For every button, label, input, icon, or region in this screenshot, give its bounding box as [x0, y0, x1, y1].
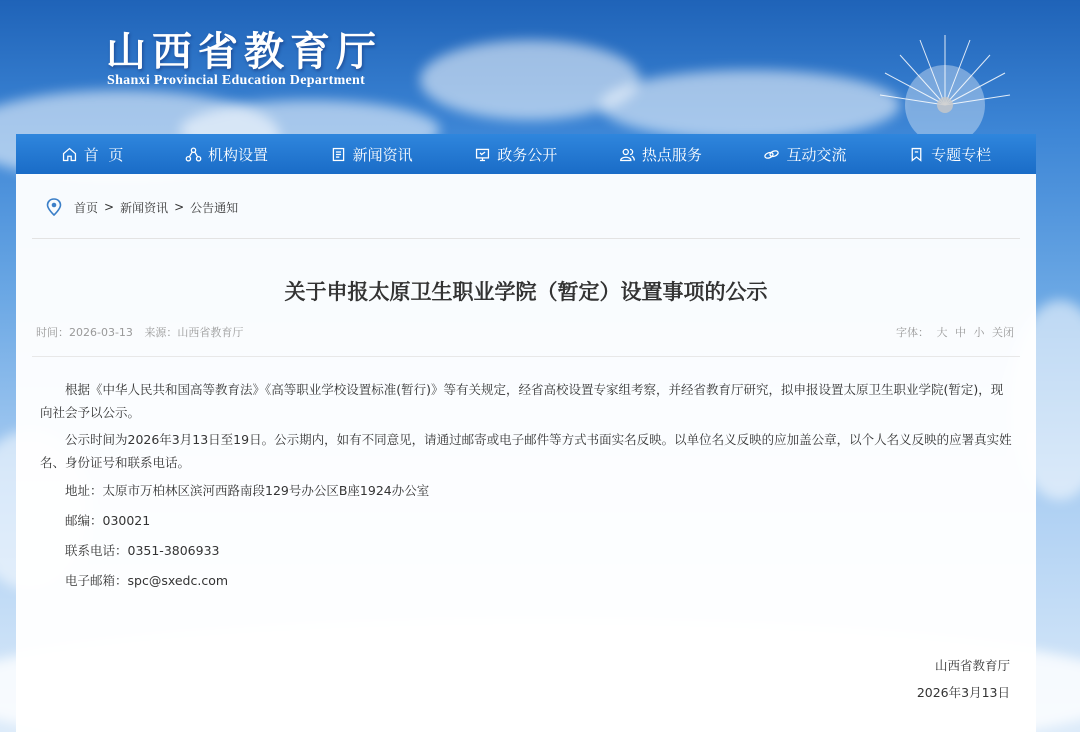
- font-size-controls: [896, 324, 1014, 340]
- font-size-close-button[interactable]: 关闭: [992, 326, 1014, 339]
- content-panel: [16, 174, 1036, 732]
- org-icon: [185, 146, 202, 163]
- bookmark-icon: [908, 146, 925, 163]
- contact-address: 地址：太原市万柏林区滨河西路南段129号办公区B座1924办公室: [65, 483, 430, 498]
- breadcrumb-separator: >: [174, 200, 185, 214]
- site-header: [0, 0, 1080, 135]
- font-size-label: 字体：: [896, 326, 929, 339]
- nav-item-special-topics[interactable]: [908, 134, 991, 174]
- article-paragraph: 根据《中华人民共和国高等教育法》《高等职业学校设置标准(暂行)》等有关规定，经省高校设置专家组考察，并经省教育厅研究，拟申报设置太原卫生职业学院(暂定)，现向社会予以公示。: [40, 382, 1004, 420]
- article-source: 来源：山西省教育厅: [144, 326, 244, 339]
- main-nav: [16, 134, 1036, 174]
- breadcrumb-notices[interactable]: 公告通知: [190, 200, 239, 215]
- nav-item-label: 热点服务: [641, 145, 702, 164]
- nav-item-label: 专题专栏: [931, 145, 992, 164]
- font-size-medium-button[interactable]: 中: [955, 326, 966, 339]
- article-signature-block: [917, 652, 1010, 706]
- users-icon: [619, 146, 636, 163]
- signature-org: 山西省教育厅: [934, 658, 1010, 673]
- article-paragraph: 公示时间为2026年3月13日至19日。公示期内，如有不同意见，请通过邮寄或电子邮件等方式书面实名反映。以单位名义反映的应加盖公章，以个人名义反映的应署真实姓名、身份证号和联系电话。: [40, 432, 1012, 470]
- publish-time: 时间：2026-03-13: [36, 326, 133, 339]
- breadcrumb-divider: [32, 238, 1020, 239]
- nav-item-label: 政务公开: [497, 145, 558, 164]
- nav-item-government-affairs[interactable]: [474, 134, 557, 174]
- nav-item-label: 互动交流: [786, 145, 847, 164]
- breadcrumb-home[interactable]: 首页: [74, 200, 99, 215]
- site-subtitle: Shanxi Provincial Education Department: [107, 73, 366, 88]
- nav-item-label: 首 页: [83, 145, 124, 164]
- nav-item-label: 机构设置: [207, 145, 268, 164]
- nav-item-news[interactable]: [330, 134, 413, 174]
- article-meta: [36, 324, 243, 340]
- monitor-icon: [474, 146, 491, 163]
- document-icon: [330, 146, 347, 163]
- nav-item-interaction[interactable]: [763, 134, 846, 174]
- nav-item-label: 新闻资讯: [352, 145, 413, 164]
- article-title: 关于申报太原卫生职业学院（暂定）设置事项的公示: [284, 280, 768, 304]
- nav-item-home[interactable]: [61, 134, 124, 174]
- dandelion-decoration-icon: [860, 25, 1030, 135]
- signature-date: 2026年3月13日: [916, 685, 1010, 700]
- breadcrumb: [46, 198, 238, 216]
- meta-divider: [32, 356, 1020, 357]
- contact-postcode: 邮编：030021: [65, 513, 151, 528]
- contact-email: 电子邮箱：spc@sxedc.com: [65, 573, 229, 588]
- font-size-large-button[interactable]: 大: [936, 326, 948, 339]
- home-icon: [61, 146, 78, 163]
- article-body: [40, 378, 1012, 594]
- font-size-small-button[interactable]: 小: [973, 326, 985, 339]
- link-icon: [763, 146, 780, 163]
- contact-phone: 联系电话：0351-3806933: [65, 543, 220, 558]
- location-pin-icon: [46, 198, 62, 216]
- nav-item-organization[interactable]: [185, 134, 268, 174]
- site-title[interactable]: 山西省教育厅: [106, 28, 382, 75]
- breadcrumb-separator: >: [104, 200, 115, 214]
- breadcrumb-news[interactable]: 新闻资讯: [120, 200, 169, 215]
- nav-item-hot-services[interactable]: [619, 134, 702, 174]
